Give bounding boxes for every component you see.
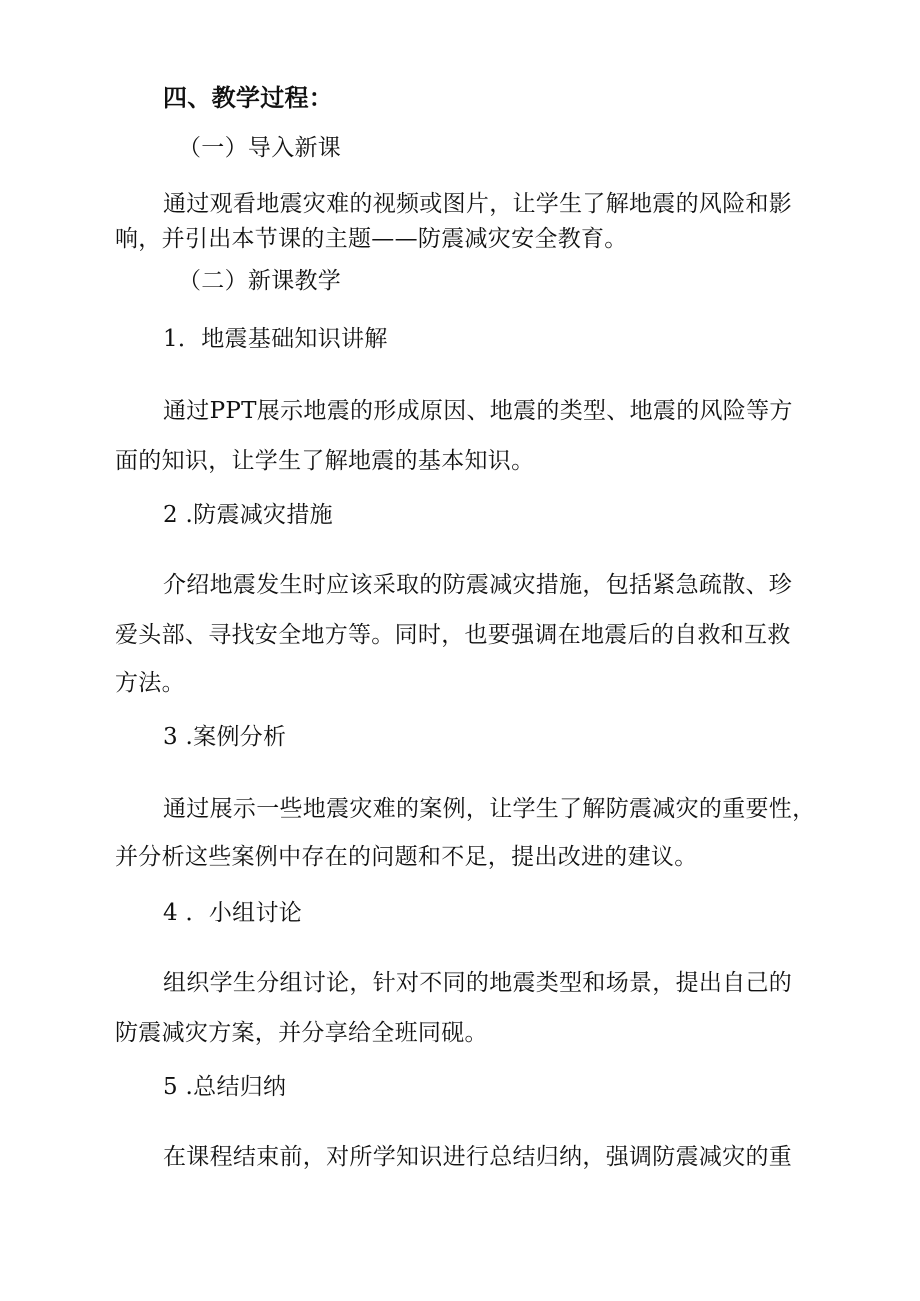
paragraph-line: 面的知识，让学生了解地震的基本知识。 bbox=[115, 448, 535, 474]
paragraph-line: 在课程结束前，对所学知识进行总结归纳，强调防震减灾的重 bbox=[163, 1144, 793, 1170]
paragraph-line: 防震减灾方案，并分享给全班同砚。 bbox=[115, 1020, 488, 1046]
item-title: 5 .总结归纳 bbox=[163, 1074, 287, 1100]
paragraph-line: 介绍地震发生时应该采取的防震减灾措施，包括紧急疏散、珍 bbox=[163, 572, 793, 598]
paragraph-line: 方法。 bbox=[115, 670, 185, 696]
item-title: 3 .案例分析 bbox=[163, 724, 287, 750]
paragraph-line: 通过PPT展示地震的形成原因、地震的类型、地震的风险等方 bbox=[163, 398, 793, 424]
paragraph-line: 通过展示一些地震灾难的案例，让学生了解防震减灾的重要性， bbox=[163, 796, 816, 822]
paragraph-line: 并分析这些案例中存在的问题和不足，提出改进的建议。 bbox=[115, 844, 698, 870]
item-title: 1．地震基础知识讲解 bbox=[163, 326, 388, 352]
subsection-title-teaching: （二）新课教学 bbox=[178, 268, 342, 294]
item-title: 4 ．小组讨论 bbox=[163, 900, 303, 926]
section-heading: 四、教学过程： bbox=[163, 83, 334, 112]
paragraph-line: 组织学生分组讨论，针对不同的地震类型和场景，提出自己的 bbox=[163, 970, 793, 996]
subsection-title-intro: （一）导入新课 bbox=[178, 135, 342, 161]
paragraph-line: 响，并引出本节课的主题——防震减灾安全教育。 bbox=[115, 226, 628, 252]
item-title: 2 .防震减灾措施 bbox=[163, 502, 333, 528]
paragraph-line: 通过观看地震灾难的视频或图片，让学生了解地震的风险和影 bbox=[163, 191, 793, 217]
paragraph-line: 爱头部、寻找安全地方等。同时，也要强调在地震后的自救和互救 bbox=[115, 622, 791, 648]
